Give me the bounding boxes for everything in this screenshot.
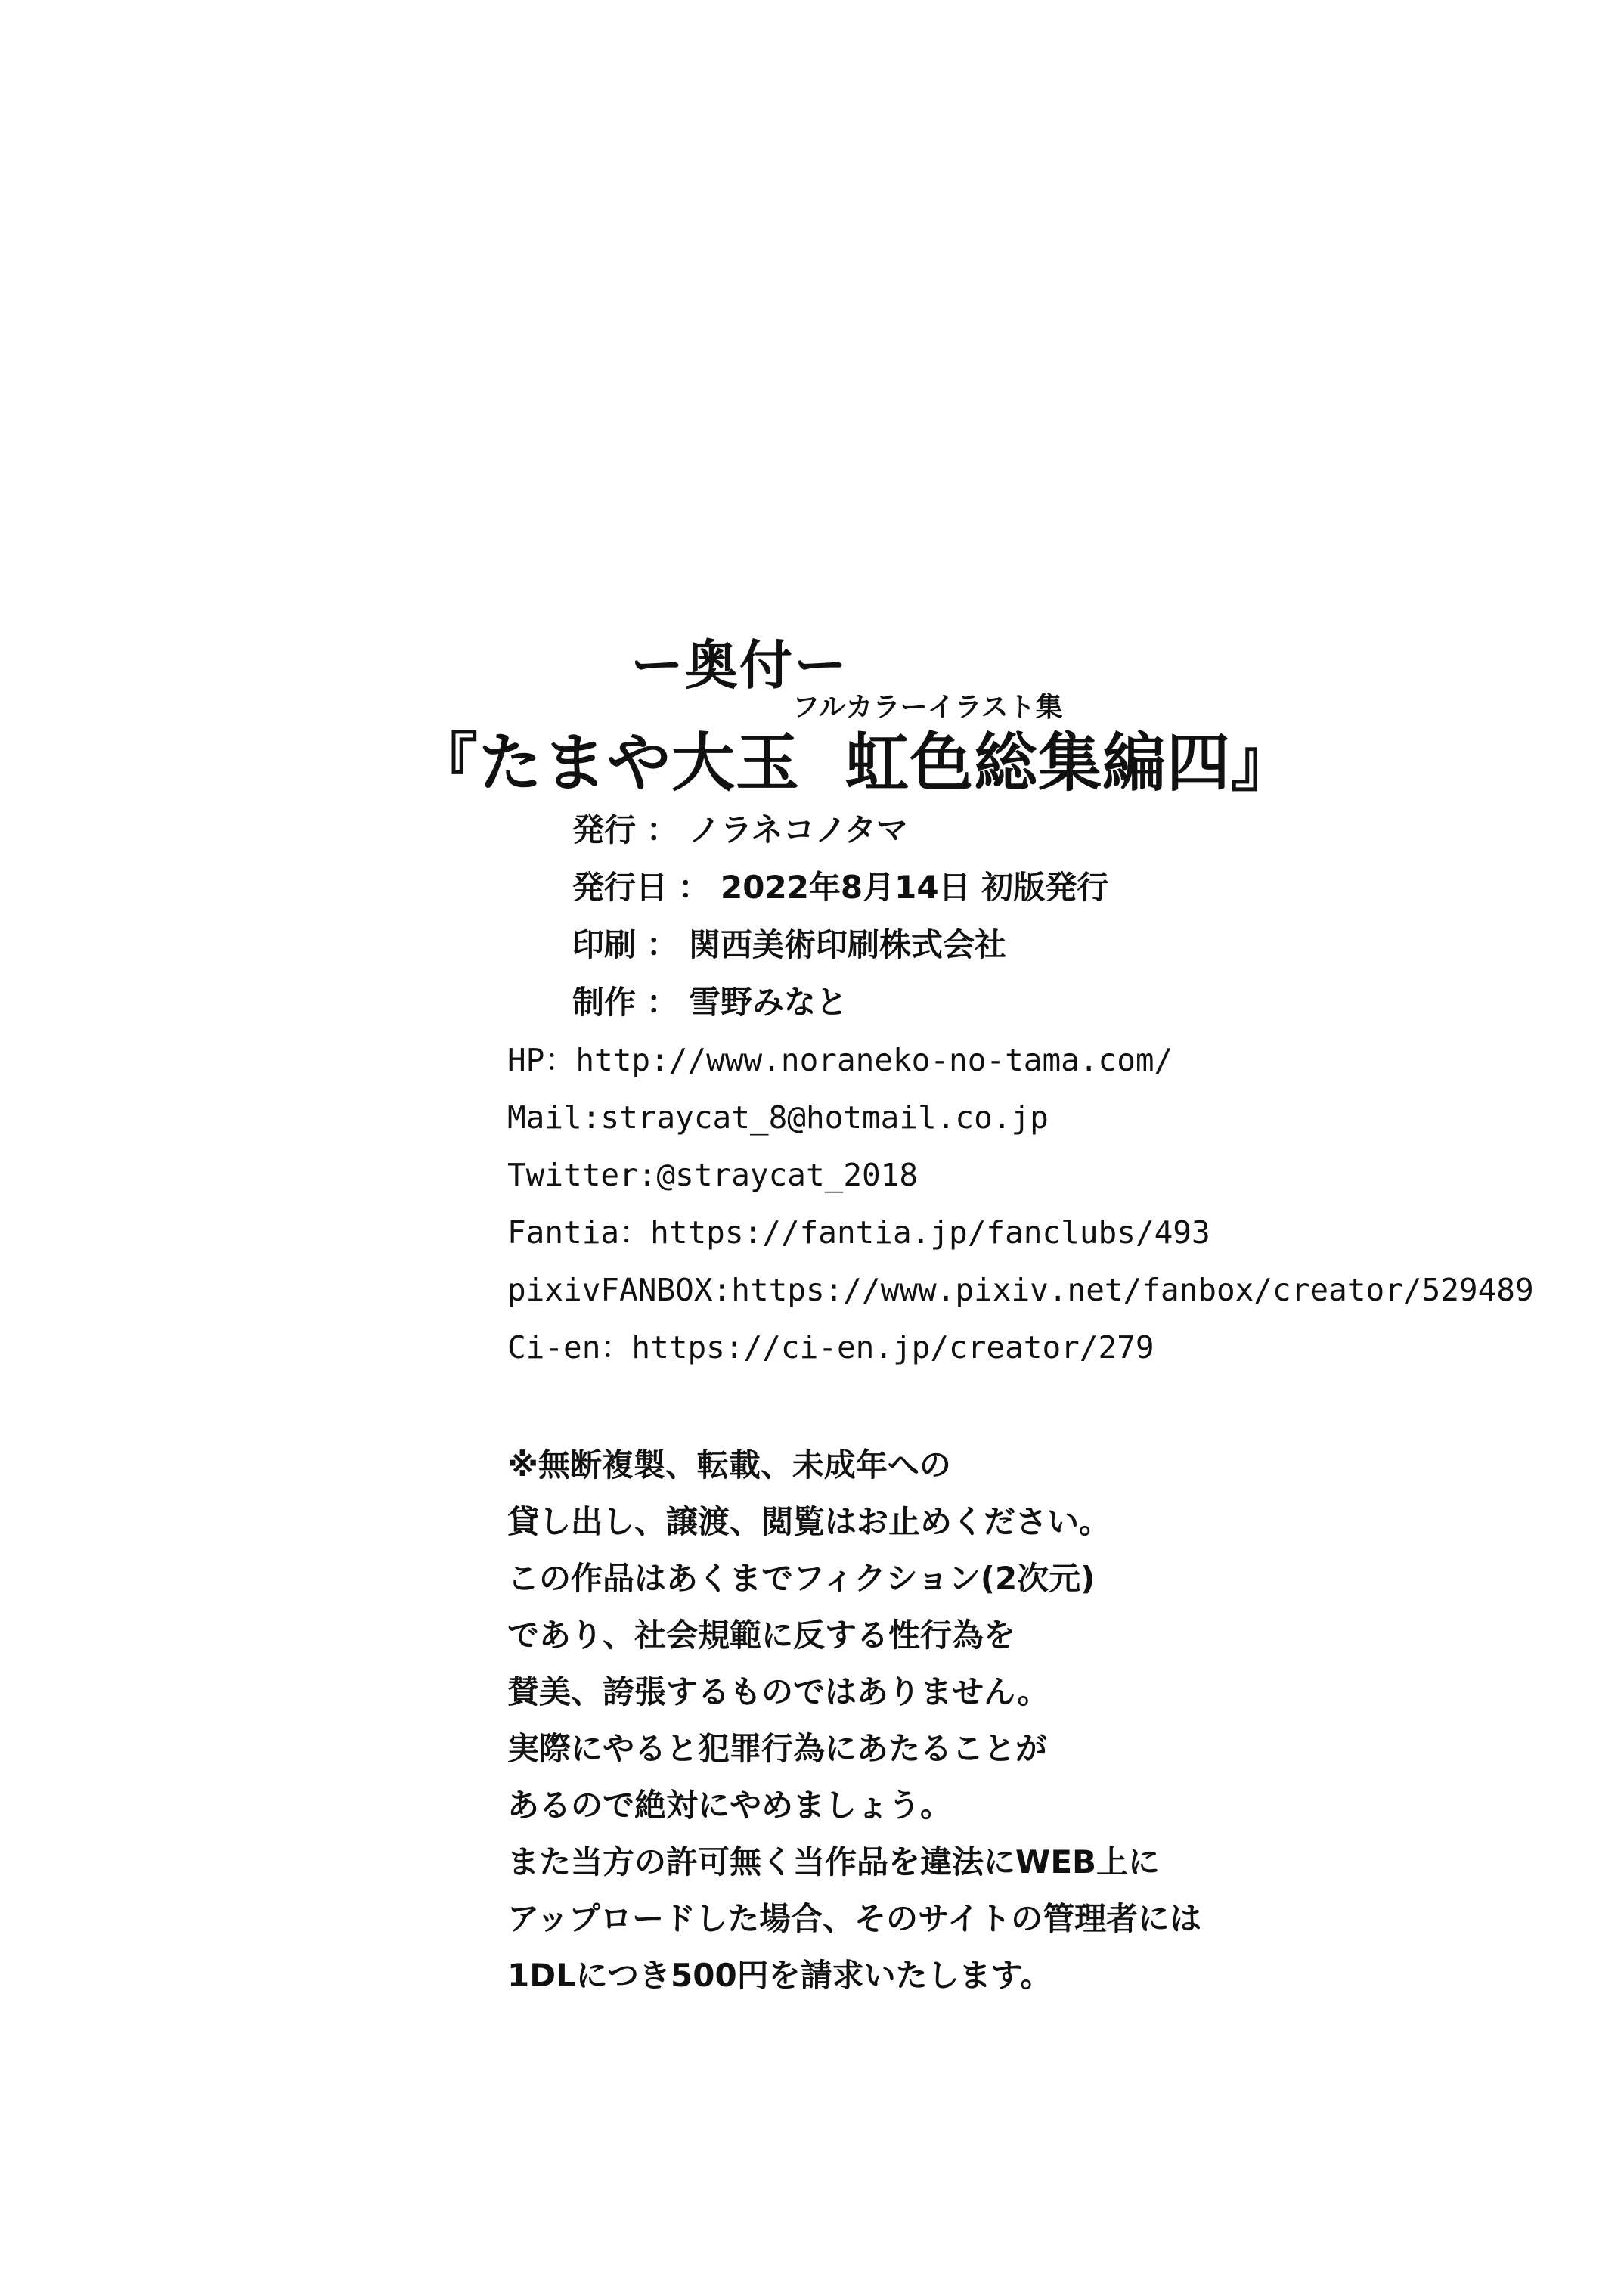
notice-line: 1DLにつき500円を請求いたします。 bbox=[507, 1957, 1052, 1994]
link-homepage: HP：http://www.noraneko-no-tama.com/ bbox=[507, 1042, 1173, 1078]
credit-label: 印刷 bbox=[572, 926, 637, 963]
link-mail: Mail:straycat_8@hotmail.co.jp bbox=[507, 1099, 1049, 1136]
book-title-part2: 虹色総集編四』 bbox=[845, 726, 1296, 800]
notice-line: あるので絶対にやめましょう。 bbox=[507, 1787, 953, 1824]
credit-separator: ： bbox=[646, 926, 679, 963]
credit-printer bbox=[572, 916, 1108, 974]
credit-value: ノラネコノタマ bbox=[689, 811, 908, 848]
credit-value: 関西美術印刷株式会社 bbox=[689, 926, 1007, 963]
credit-publisher bbox=[572, 801, 1108, 859]
link-fantia: Fantia：https://fantia.jp/fanclubs/493 bbox=[507, 1214, 1210, 1251]
notice-line: アップロードした場合、そのサイトの管理者には bbox=[507, 1900, 1202, 1937]
credit-author bbox=[572, 974, 1108, 1031]
notice-line: 賛美、誇張するものではありません。 bbox=[507, 1673, 1049, 1710]
credit-separator: ： bbox=[646, 811, 679, 848]
credits-block bbox=[572, 801, 1108, 1031]
credit-label: 発行日 bbox=[572, 869, 668, 906]
credit-value: 2022年8月14日 初版発行 bbox=[721, 869, 1109, 906]
credit-separator: ： bbox=[646, 984, 679, 1021]
legal-notice bbox=[507, 1437, 1201, 2004]
notice-line: 貸し出し、譲渡、閲覧はお止めください。 bbox=[507, 1503, 1111, 1540]
credit-label: 制作 bbox=[572, 984, 637, 1021]
link-pixiv-fanbox: pixivFANBOX:https://www.pixiv.net/fanbox/creator/529489 bbox=[507, 1272, 1534, 1308]
link-twitter: Twitter:@straycat_2018 bbox=[507, 1157, 919, 1193]
credit-label: 発行 bbox=[572, 811, 637, 848]
title-ruby: フルカラーイラスト集 bbox=[792, 692, 1063, 723]
notice-line: であり、社会規範に反する性行為を bbox=[507, 1617, 1016, 1654]
link-ci-en: Ci-en：https://ci-en.jp/creator/279 bbox=[507, 1329, 1154, 1366]
credit-separator: ： bbox=[678, 869, 711, 906]
credit-publish-date bbox=[572, 859, 1108, 916]
book-title bbox=[414, 712, 1295, 804]
notice-line: 実際にやると犯罪行為にあたることが bbox=[507, 1730, 1048, 1767]
contact-links bbox=[507, 1031, 1534, 1376]
credit-value: 雪野みなと bbox=[689, 984, 848, 1021]
notice-line: ※無断複製、転載、未成年への bbox=[507, 1446, 951, 1483]
colophon-heading: ー奥付ー bbox=[631, 634, 848, 696]
notice-line: この作品はあくまでフィクション(2次元) bbox=[507, 1560, 1096, 1597]
book-title-part1: 『たまや大玉 bbox=[414, 726, 801, 800]
notice-line: また当方の許可無く当作品を違法にWEB上に bbox=[507, 1843, 1161, 1880]
